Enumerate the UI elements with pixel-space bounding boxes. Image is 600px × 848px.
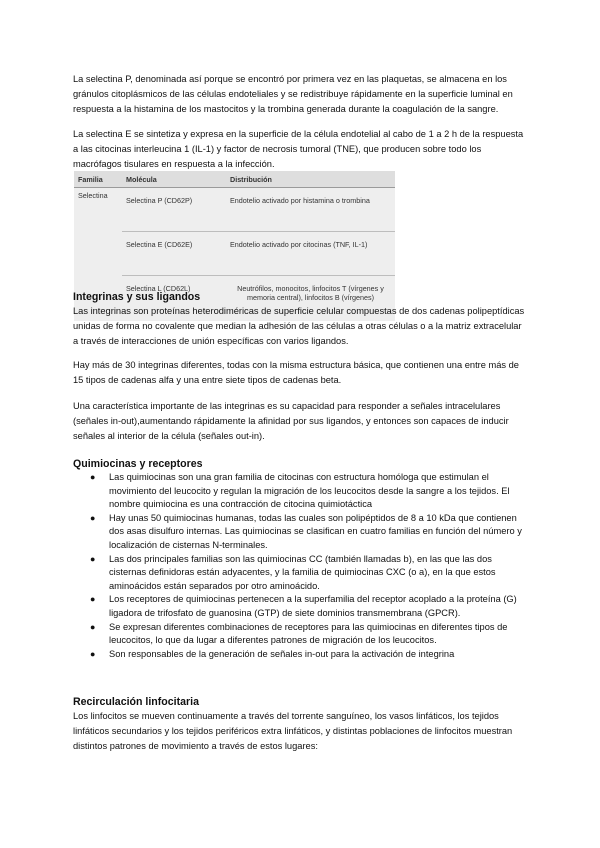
selectina-p-paragraph: La selectina P, denominada así porque se encontró por primera vez en las plaquetas, se almacena en los gránulos citoplásmicos de las células endoteliales y se redistribuye rápidamente en la superficie luminal en respuesta a la histamina de los mastocitos y la trombina generada durante la coagulación de la sangre. — [73, 74, 513, 115]
molecule-cell: Selectina E (CD62E) — [122, 232, 226, 276]
list-item: ● Las dos principales familias son las quimiocinas CC (también llamadas b), en las que las dos cisternas definidoras están adyacentes, y la familia de quimiocinas CXC (o a), en la que estos aminoácidos están separados por otro aminoácido. — [90, 553, 496, 591]
bullet-icon: ● — [90, 621, 96, 632]
bullet-icon: ● — [90, 512, 96, 523]
distribution-cell: Neutrófilos, monocitos, linfocitos T (vírgenes y memoria central), linfocitos B (vírgenes) — [237, 284, 384, 302]
list-item: ● Las quimiocinas son una gran familia de citocinas con estructura homóloga que estimulan el movimiento del leucocito y regulan la migración de los leucocitos desde la sangre a los tejidos. El nombre quimiocina es una contracción de citocina quimiotáctica — [90, 472, 510, 510]
list-item: ● Hay unas 50 quimiocinas humanas, todas las cuales son polipéptidos de 8 a 10 kDa que contienen dos asas disulfuro internas. Las quimiocinas se clasifican en cuatro familias en función del número y localización de cisternas N-terminales. — [90, 512, 522, 550]
integrinas-count-paragraph: Hay más de 30 integrinas diferentes, todas con la misma estructura básica, que contienen una entre más de 15 tipos de cadenas alfa y una entre siete tipos de cadenas beta. — [73, 360, 519, 386]
table-header-cell: Familia — [74, 171, 122, 188]
table-header-cell: Distribución — [226, 171, 395, 188]
table-header-cell: Molécula — [122, 171, 226, 188]
bullet-icon: ● — [90, 648, 96, 659]
distribution-cell: Endotelio activado por histamina o trombina — [226, 188, 395, 232]
list-item: ● Los receptores de quimiocinas pertenecen a la superfamilia del receptor acoplado a la proteína (G) ligadora de trifosfato de guanosina (GTP) de siete dominios transmembrana (GPCR). — [90, 594, 517, 618]
integrinas-paragraph: Las integrinas son proteínas heterodiméricas de superficie celular compuestas de dos cadenas polipeptídicas unidas de forma no covalente que median la adhesión de las células a otras células o a la matriz extracelular a través de interacciones de unión específicas con varios ligandos. — [73, 306, 525, 347]
table-row — [74, 188, 395, 232]
bullet-icon: ● — [90, 553, 96, 564]
family-cell: Selectina — [78, 191, 108, 200]
quimiocinas-list — [73, 471, 528, 661]
table-row — [74, 232, 395, 276]
recirculacion-heading: Recirculación linfocitaria — [73, 696, 199, 708]
selectina-e-paragraph: La selectina E se sintetiza y expresa en la superficie de la célula endotelial al cabo de 1 a 2 h de la respuesta a las citocinas interleucina 1 (IL-1) y factor de necrosis tumoral (TNE), que producen sobre todo los macrófagos tisulares en respuesta a la infección. — [73, 129, 524, 170]
list-item: ● Se expresan diferentes combinaciones de receptores para las quimiocinas en diferentes tipos de leucocitos, lo que da lugar a diferentes patrones de migración de los leucocitos. — [90, 621, 508, 646]
quimiocinas-heading: Quimiocinas y receptores — [73, 458, 203, 470]
bullet-icon: ● — [90, 594, 96, 605]
table-header-row — [74, 171, 395, 188]
distribution-cell: Endotelio activado por citocinas (TNF, IL-1) — [226, 232, 395, 276]
integrinas-signals-paragraph: Una característica importante de las integrinas es su capacidad para responder a señales intracelulares (señales in-out),aumentando rápidamente la afinidad por sus ligandos, y entonces son capaces de inducir señales al interior de la célula (señales out-in). — [73, 401, 509, 442]
bullet-icon: ● — [90, 472, 96, 482]
list-item: ● Son responsables de la generación de señales in-out para la activación de integrina — [73, 648, 528, 662]
integrinas-heading: Integrinas y sus ligandos — [73, 291, 201, 303]
molecule-cell: Selectina P (CD62P) — [122, 188, 226, 232]
molecule-cell: Selectina L (CD62L) — [126, 284, 191, 293]
recirculacion-paragraph: Los linfocitos se mueven continuamente a través del torrente sanguíneo, los vasos linfáticos, los tejidos linfáticos secundarios y los tejidos periféricos extra linfáticos, y distintas poblaciones de linfocitos muestran distintos patrones de movimiento a través de estos lugares: — [73, 711, 513, 752]
